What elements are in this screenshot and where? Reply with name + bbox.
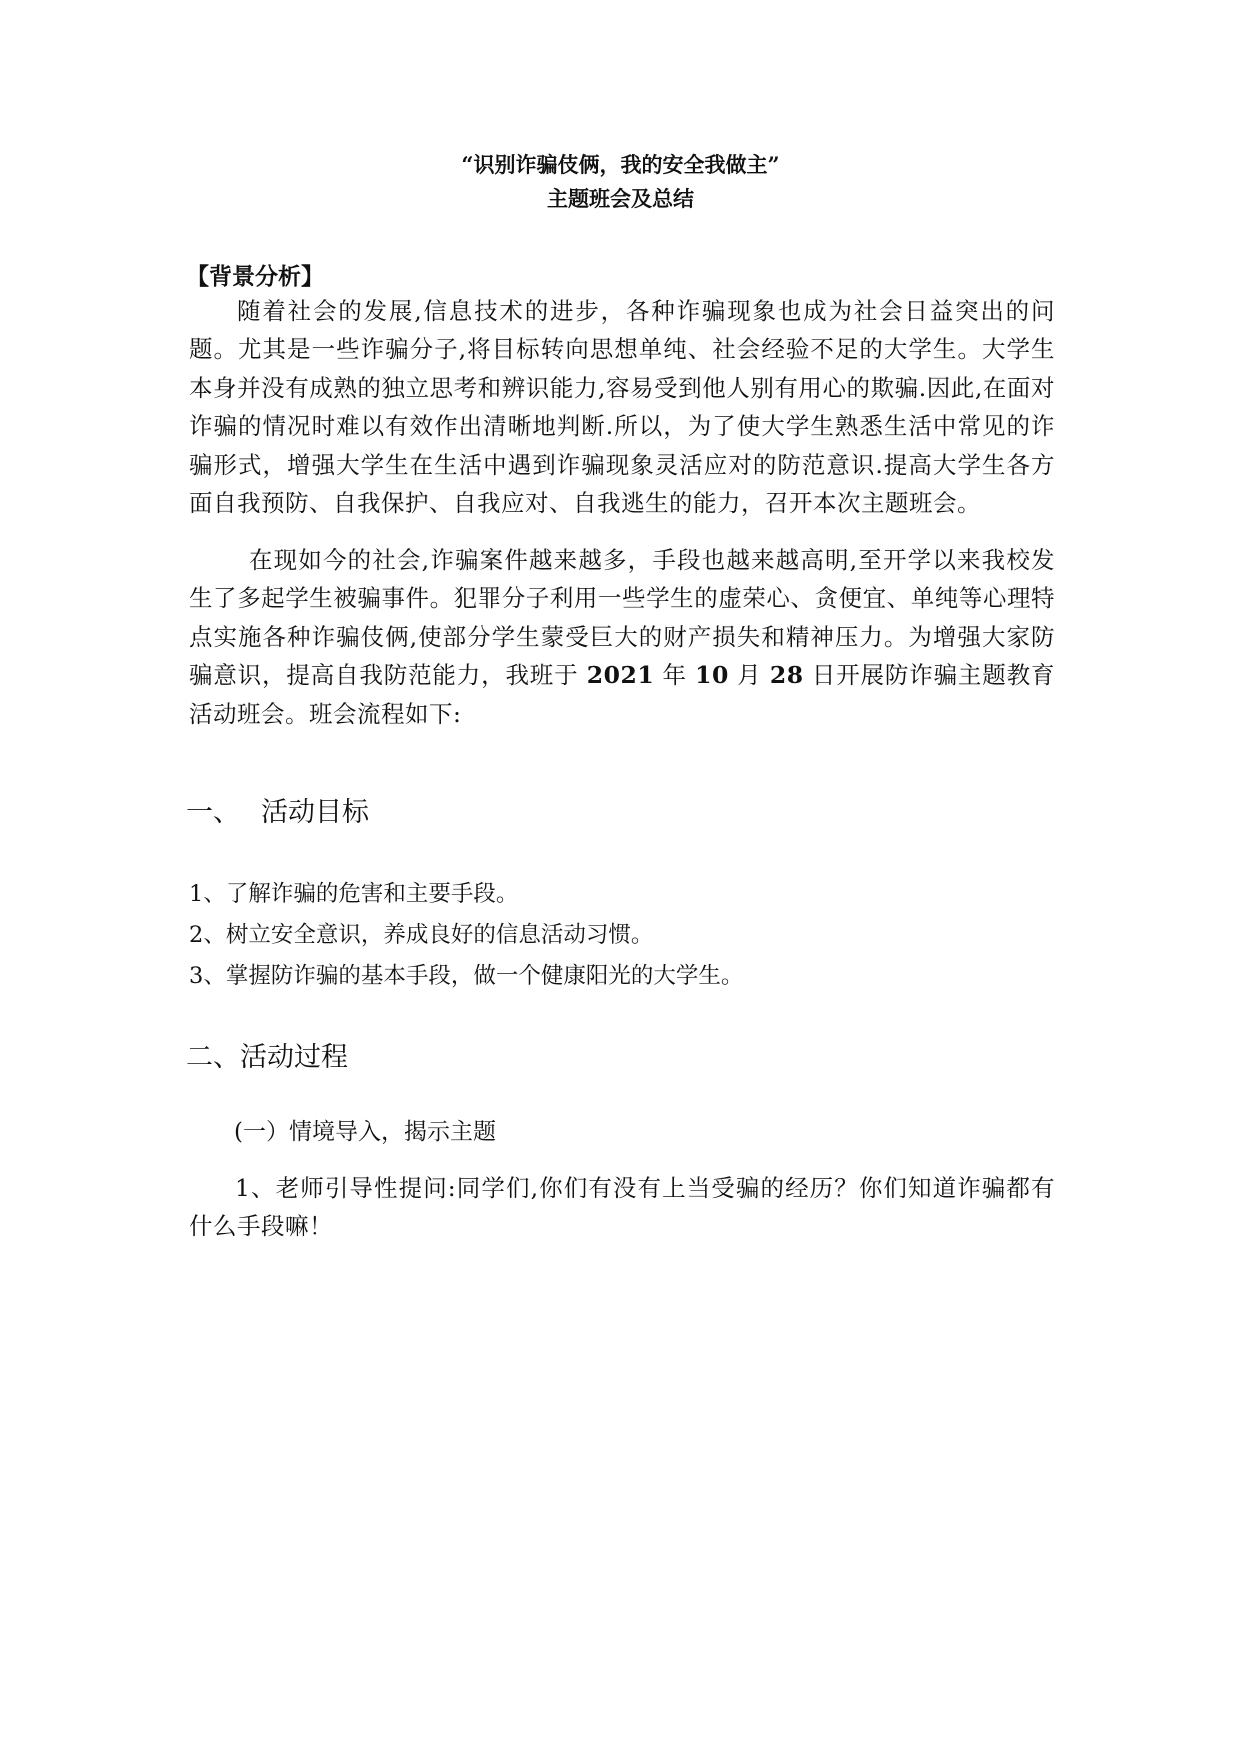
objectives-list xyxy=(189,874,743,997)
section-2-heading: 二、活动过程 xyxy=(186,1042,348,1073)
date-day: 28 xyxy=(769,661,804,690)
document-title: “识别诈骗伎俩，我的安全我做主” xyxy=(461,152,780,177)
subsection-1-heading: (一）情境导入，揭示主题 xyxy=(234,1119,496,1145)
date-month: 10 xyxy=(695,661,729,690)
date-year: 2021 xyxy=(586,661,655,690)
document-subtitle: 主题班会及总结 xyxy=(547,186,694,211)
background-paragraph-2 xyxy=(189,541,1055,733)
section-1-title: 活动目标 xyxy=(261,797,369,828)
section-1-heading xyxy=(186,790,369,829)
paragraph-2-text-b: 日开展防诈骗主题教育活动班会。班会流程如下: xyxy=(189,661,1055,728)
paragraph-2-text-a: 在现如今的社会,诈骗案件越来越多，手段也越来越高明,至开学以来我校发生了多起学生被骗事件。犯罪分子利用一些学生的虚荣心、贪便宜、单纯等心理特点实施各种诈骗伎俩,使部分学生蒙受巨大的财产损失和精神压力。为增强大家防骗意识，提高自我防范能力，我班于 xyxy=(189,546,1055,690)
date-year-unit: 年 xyxy=(654,661,696,690)
objective-item-2: 2、树立安全意识，养成良好的信息活动习惯。 xyxy=(189,922,654,948)
objective-item-1: 1、了解诈骗的危害和主要手段。 xyxy=(189,881,519,907)
background-paragraph-1: 随着社会的发展,信息技术的进步，各种诈骗现象也成为社会日益突出的问题。尤其是一些诈骗分子,将目标转向思想单纯、社会经验不足的大学生。大学生本身并没有成熟的独立思考和辨识能力,容易受到他人别有用心的欺骗.因此,在面对诈骗的情况时难以有效作出清晰地判断.所以，为了使大学生熟悉生活中常见的诈骗形式，增强大学生在生活中遇到诈骗现象灵活应对的防范意识.提高大学生各方面自我预防、自我保护、自我应对、自我逃生的能力，召开本次主题班会。 xyxy=(189,297,1055,518)
process-item-1: 1、老师引导性提问:同学们,你们有没有上当受骗的经历？你们知道诈骗都有什么手段嘛！ xyxy=(189,1174,1055,1241)
section-1-number: 一、 xyxy=(186,797,240,828)
date-month-unit: 月 xyxy=(728,661,770,690)
background-label: 【背景分析】 xyxy=(186,264,324,290)
objective-item-3: 3、掌握防诈骗的基本手段，做一个健康阳光的大学生。 xyxy=(189,963,744,989)
